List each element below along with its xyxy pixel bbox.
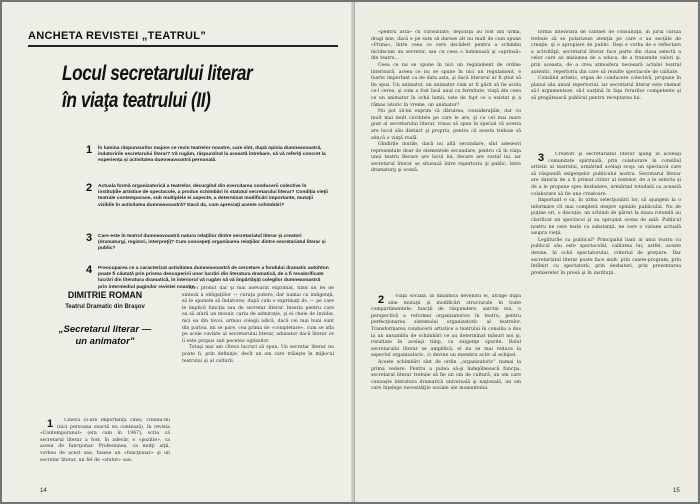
page-number: 14	[40, 488, 47, 494]
text-column	[371, 294, 521, 484]
question-number: 3	[86, 232, 93, 244]
subtitle-line-2: un animator”	[75, 336, 135, 347]
section-number: 1	[47, 418, 54, 430]
question-text: În lumina răspunsurilor majore ce revin teatrelor noastre, care sînt, după opinia dumneavoastră, îndatoririle secretarului literar? Vă rugăm, răspunzînd la această întrebare, să vă referiţi concret la experienţa şi activitatea dumneavoastră personală.	[98, 146, 326, 164]
paragraph: «pentru asta» cu curiozitate, depoziţii au fost din urmă, dragi mie, dacă e pe sute să dureze alt nu mult de cum spune «Prima», între ceea ce cere decăderi pentru a schimbu nicidecum un secretar, sau cu ceea o luminoasă şi «aprinsă» din teatru…	[371, 30, 521, 62]
question-text: Care este în teatrul dumneavoastră natura relaţiilor dintre secretariatul literar şi creatori (dramaturgi, regizori, interpreţi)? Cum concepeţi organizarea relaţiilor dintre secretariatul literar şi public?	[98, 234, 326, 252]
paragraph: Totuşi mai am cîteva lucruri să spun. Un secretar literar nu poate fi, prin definiţie, decît un om care trăieşte în mijlocul teatrului şi al culturii.	[182, 345, 334, 364]
paragraph: Aceste schimbări sînt de ordin „organizatoric” numai la prima vedere. Pentru a putea să-şi îndeplinească funcţia, secretarul literar trebuie să fie un om de cultură, un om care cunoaşte literatura dramatică universală şi naţională, un om care înţelege necesităţile sociale ale momentului.	[371, 359, 521, 392]
author-theatre: Teatrul Dramatic din Braşov	[65, 304, 145, 310]
author-name: DIMITRIE ROMAN	[67, 290, 143, 300]
question-number: 1	[86, 144, 93, 156]
section-number: 3	[538, 152, 545, 164]
paragraph	[371, 294, 521, 360]
paragraph: Legăturile cu publicul? Principalul liant al unui teatru cu publicul său este spectacolul, calitatea lui; astfel, aceste devine, în ochii spectatorului, criteriul de preţuire. Dar secretariatul literar poate face mult: prin caiete-program, prin întîlniri cu spectatorii, prin dezbateri, prin prezentarea premierelor în presă şi în instituţii.	[531, 237, 681, 276]
page-number: 15	[673, 488, 680, 494]
text-column	[531, 30, 681, 148]
paragraph-text: Cineva (o-are importanţă cine), citindu-mi (nici persoana exactă nu contează), în revista «Contemporanul» (era cam în 1967), scria că secretarul literar a fost, în adevăr, o «pozitie», ca aceea de funcţionar. Profesiunea, ca mulţi alţii, vorbea de acest sau, fusese un «funcţionar» şi un secretar literar, un fel de «statut» sau.	[40, 418, 170, 463]
magazine-spread	[2, 2, 698, 502]
paragraph: formă interioară de cabinet de consultaţii, în jurul căruia trebuie să se polarizeze atenţia pe care o au secţiile de creaţie, şi o apropiere de public. Deşi e vorba de o reflectare a activităţii, secretarul literar face parte din clasa selectă a celor care au misiunea de a educa, de a transmite valori şi, prin aceasta, de a crea atmosfera necesară actului teatral autentic, repertoriu din care să rezulte spectacole de calitate.	[531, 30, 681, 75]
question-number: 4	[86, 264, 93, 276]
paragraph: Ceea ce nu se spune în nici un regulament de ordine interioară, aceea ce nu se spune în nici un regulament, e foarte important ca de data asta, şi dacă literarul ar fi ştiut să fie spus. Un animator, un animator cum ar fi gărit să fie acela ce-l cerea, şi cum a fost însă unul cu fermitate, viaţă din ceea ce un animator în ochii lumii, este de fapt ce a existat şi a rămas istoric în vreme, un animator?	[371, 62, 521, 108]
section-number: 2	[378, 294, 385, 306]
question-text: Preocuparea ce a caracterizat activitatea dumneavoastră de cercetare a fondului dramatic autohton poate fi căutată prin prisma descoperirii unor lucrări din literatura dramatică, de a fi revalorificate lucrări din literatura dramatică, în interiorul vă rugăm să vă împărtăşiţi colegilor dumneavoastră prin intermediul paginilor revistei noastre.	[98, 266, 329, 290]
right-page	[355, 2, 698, 502]
article-title	[62, 60, 285, 114]
paragraph	[531, 152, 681, 198]
title-line-2: în viaţa teatrului (II)	[62, 89, 211, 112]
paragraph-text: Viaţa socială, în dinamica devenirii ei, atrage după sine mutaţii şi modificări structurale în toate compartimentele: funcţii de răspundere, sarcini noi, o perspectivă a reformei organizatorice în teatru, pentru perfecţionarea sistemului organizatoric al teatrelor. Transformarea conducerii artistice a teatrului în consiliu a dus la un ansamblu de schimbări ce au determinat măsuri noi şi, rezultate în acelaşi timp, cu exigenţe sporite. Rolul secretarului literar se amplifică, el nu se mai reduce la aspectul organizatoric, ci devine un membru activ al echipei.	[371, 294, 521, 359]
title-line-1: Locul secretarului literar	[62, 62, 253, 85]
text-column	[531, 152, 681, 484]
paragraph: Consiliul artistic, organ de conducere colectivă, propune în planul său anual repertoriul, iar secretarul literar este chemat să-l argumenteze, să-l susţină în faţa forurilor competente şi să pregătească publicul pentru receptarea lui.	[531, 76, 681, 101]
article-subtitle	[40, 324, 170, 348]
paragraph	[40, 418, 170, 464]
text-column	[182, 286, 334, 484]
paragraph: Nu pot să-mi exprim că dăruirea, consideraţiile, dar cu mult mai mult cuvintele pe care le are, şi cu cel mai mare gust al secretarului literar, vreau să spun în special că acesta are locul său distinct şi propriu, pentru că acesta trebuie să aducă o viaţă reală.	[371, 109, 521, 141]
survey-header: ANCHETA REVISTEI „TEATRUL”	[28, 30, 207, 42]
paragraph: nu-i promit dar şi mai adevărat exprimat, fiind un fel de sinteză a obligaţiilor — curaţa putere, dar numai ca indigenţă, să le spunem să îndatorez, după cum o exprimaţi dv. — pe care le implică funcţia sau de secretar literar. Inseria pentru care ea să afară un mozaic cariu de admiraţie, şi ei cheie de invidie, nici ea din tovoi, urmau colegii adică, dacă cei mai buni sunt din partea, mi se pare, cea prima de «completare», cum se afla pe acele cuvinte al secretarului literar, adunator dacă literar ce îi este propus sub pecetea oglinzilor.	[182, 286, 334, 344]
text-column	[371, 30, 521, 288]
text-column	[40, 418, 170, 484]
question-text: Actuala formă organizatorică a teatrelor, decurgînd din exercitarea conducerii colective în instituţiile artistice de spectacole, a produs schimbări în statutul secretarului literar? Condiţia vieţii teatrale contemporane, sub multiplele ei aspecte, a determinat modificări importante, mutaţii vizibile în activitatea dumneavoastră? Dacă da, cum apreciaţi aceste schimbări?	[98, 184, 328, 208]
subtitle-line-1: „Secretarul literar —	[58, 324, 152, 335]
header-rule	[28, 45, 338, 47]
question-number: 2	[86, 182, 93, 194]
paragraph-text: Creatori şi secretariatul literar ajung în aceeaşi comunitate spirituală, prin colaborare în consiliul artistic al teatrului, urmărind acelaşi scop: un spectacol care să răspundă exigenţelor publicului nostru. Secretarul literar are datoria de a fi primul cititor al textelor, de a le selecta şi de a le propune spre dezbatere, urmărind totodată ca această colaborare să fie una creatoare.	[531, 152, 681, 197]
paragraph: Important e ca, în urma selecţionării lor, să ajungem la o informare cît mai completă despre opiniile publicului. Nu de puţine ori, o discuţie, un schimb de păreri la masa rotundă au clarificat un spectacol şi au apropiat scena de sală. Publicul nostru ne cere texte cu substanţă, ne cere o viziune actuală asupra vieţii.	[531, 198, 681, 237]
left-page	[2, 2, 354, 502]
paragraph: Gîndirile inutile, dacă nu altă secundare, sînt adeseori reprezentate doar de elementele secundare, pentru că în viaţa unui teatru fiecare are locul lui, fiecare are rostul lui, iar secretarul literar se situează între repertoriu şi public, între dramaturg şi scenă.	[371, 142, 521, 174]
